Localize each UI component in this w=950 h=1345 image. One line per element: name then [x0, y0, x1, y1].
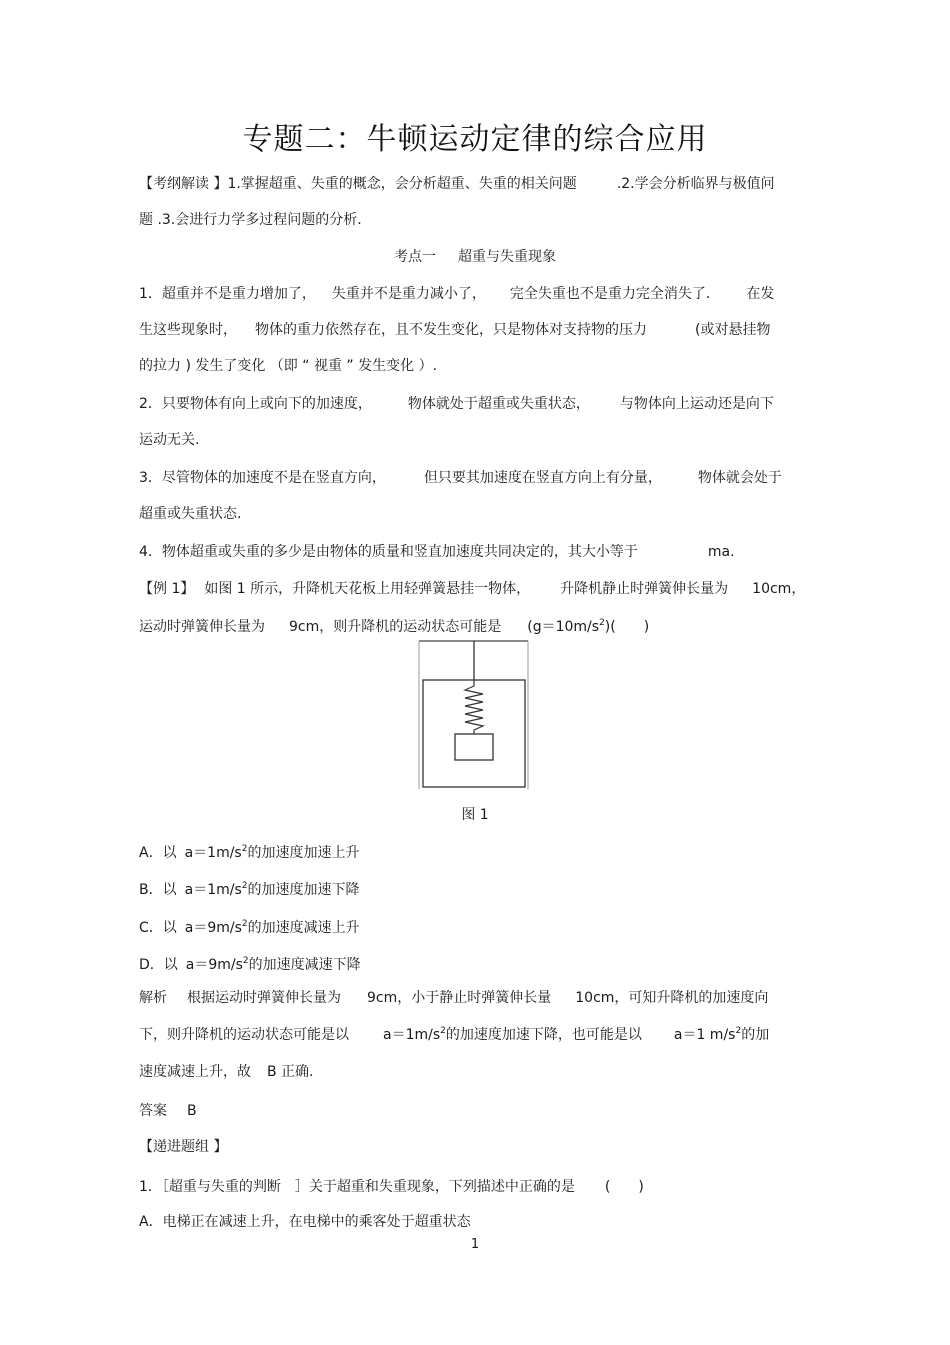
option-d-superscript: 2	[242, 956, 249, 966]
example-line-2	[139, 617, 649, 637]
syllabus-line-1	[139, 174, 775, 194]
example-text-c: 10cm，	[752, 581, 806, 597]
option-c-letter: C．以	[139, 920, 177, 936]
syllabus-label: 【考纲解读 】	[139, 176, 228, 192]
question-1-tag: 1．［超重与失重的判断	[139, 1179, 281, 1195]
point-3-text-c: 物体就会处于	[697, 470, 782, 486]
point-1-text-g: (或对悬挂物	[695, 322, 771, 338]
analysis-text-d: 下，则升降机的运动状态可能是以	[139, 1027, 349, 1043]
page-number: 1	[470, 1237, 480, 1252]
analysis-superscript-2: 2	[735, 1026, 742, 1036]
example-text-a: 如图 1 所示，升降机天花板上用轻弹簧悬挂一物体，	[204, 581, 531, 597]
option-a-superscript: 2	[241, 844, 248, 854]
spring	[465, 680, 483, 734]
syllabus-text-1b: .2.学会分析临界与极值问	[616, 176, 775, 192]
page-title: 专题二：牛顿运动定律的综合应用	[242, 122, 708, 157]
option-b-value: a＝1m/s	[184, 882, 242, 898]
question-1-blank: ( )	[604, 1179, 644, 1195]
analysis-superscript-1: 2	[440, 1026, 446, 1036]
analysis-text-g: a＝1 m/s	[673, 1027, 736, 1043]
syllabus-text-1a: 1.掌握超重、失重的概念，会分析超重、失重的相关问题	[227, 176, 577, 192]
example-text-g: )( )	[604, 619, 650, 635]
option-b	[139, 880, 359, 900]
option-d-value: a＝9m/s	[185, 957, 243, 973]
option-a-text: 的加速度加速上升	[247, 845, 360, 861]
point-3-text-a: 3．尽管物体的加速度不是在竖直方向，	[139, 470, 386, 486]
point-1-text-b: 失重并不是重力减小了，	[331, 286, 486, 302]
point-4-text-b: ma.	[707, 544, 735, 560]
answer-line	[139, 1101, 197, 1121]
analysis-text-j: B 正确.	[267, 1064, 314, 1080]
example-text-e: 9cm，则升降机的运动状态可能是	[289, 619, 502, 635]
example-text-f: (g＝10m/s	[527, 619, 600, 635]
example-superscript: 2	[599, 618, 605, 628]
section-heading	[0, 247, 950, 267]
option-c-superscript: 2	[241, 919, 248, 929]
point-2-text-c: 与物体向上运动还是向下	[619, 396, 774, 412]
group-heading: 【递进题组 】	[139, 1139, 228, 1155]
example-label: 【例 1】	[139, 581, 195, 597]
answer-value: B	[187, 1103, 197, 1119]
section-label: 考点一	[394, 249, 436, 265]
point-1-text-c: 完全失重也不是重力完全消失了.	[509, 286, 711, 302]
analysis-text-b: 9cm，小于静止时弹簧伸长量	[367, 990, 552, 1006]
point-2-line-1	[139, 394, 774, 414]
point-1-line-3: 的拉力 ) 发生了变化 （即 “ 视重 ” 发生变化 ）.	[139, 358, 438, 374]
point-3-line-1	[139, 468, 782, 488]
analysis-text-h: 的加	[741, 1027, 770, 1043]
option-a	[139, 843, 359, 863]
point-1-text-a: 1．超重并不是重力增加了，	[139, 286, 316, 302]
analysis-line-2	[139, 1025, 769, 1045]
point-2-line-2: 运动无关.	[139, 432, 200, 448]
option-d-letter: D．以	[139, 957, 178, 973]
hanging-block	[455, 734, 493, 760]
option-a-letter: A．以	[139, 845, 177, 861]
point-1-text-d: 在发	[746, 286, 775, 302]
option-a-value: a＝1m/s	[184, 845, 242, 861]
point-2-text-b: 物体就处于超重或失重状态，	[407, 396, 590, 412]
syllabus-line-2: 题 .3.会进行力学多过程问题的分析.	[139, 212, 362, 228]
point-4-text-a: 4．物体超重或失重的多少是由物体的质量和竖直加速度共同决定的，其大小等于	[139, 544, 638, 560]
analysis-line-3	[139, 1062, 314, 1082]
option-d-text: 的加速度减速下降	[248, 957, 361, 973]
point-1-text-e: 生这些现象时，	[139, 322, 237, 338]
option-c	[139, 918, 360, 938]
analysis-text-a: 根据运动时弹簧伸长量为	[187, 990, 341, 1006]
answer-label: 答案	[139, 1103, 167, 1119]
figure-caption: 图 1	[461, 807, 489, 823]
option-c-text: 的加速度减速上升	[247, 920, 360, 936]
analysis-text-c: 10cm，可知升降机的加速度向	[575, 990, 769, 1006]
option-b-text: 的加速度加速下降	[247, 882, 360, 898]
example-text-d: 运动时弹簧伸长量为	[139, 619, 265, 635]
point-4-line	[139, 542, 735, 562]
point-3-line-2: 超重或失重状态.	[139, 506, 242, 522]
example-line-1	[139, 579, 805, 599]
point-3-text-b: 但只要其加速度在竖直方向上有分量，	[423, 470, 662, 486]
point-1-text-f: 物体的重力依然存在，且不发生变化，只是物体对支持物的压力	[255, 322, 647, 338]
elevator-spring-figure	[418, 636, 530, 791]
analysis-line-1	[139, 988, 768, 1008]
analysis-text-i: 速度减速上升，故	[139, 1064, 251, 1080]
point-2-text-a: 2．只要物体有向上或向下的加速度，	[139, 396, 372, 412]
section-title: 超重与失重现象	[458, 249, 556, 265]
option-b-letter: B．以	[139, 882, 177, 898]
point-1-line-1	[139, 284, 774, 304]
question-1-line	[139, 1177, 644, 1197]
option-d	[139, 955, 361, 975]
question-1-text: ］关于超重和失重现象，下列描述中正确的是	[294, 1179, 575, 1195]
analysis-text-e: a＝1m/s	[383, 1027, 441, 1043]
option-b-superscript: 2	[241, 881, 248, 891]
analysis-label: 解析	[139, 990, 167, 1006]
example-text-b: 升降机静止时弹簧伸长量为	[560, 581, 729, 597]
point-1-line-2	[139, 320, 770, 340]
question-1-option-a: A．电梯正在减速上升，在电梯中的乘客处于超重状态	[139, 1214, 471, 1230]
analysis-text-f: 的加速度加速下降，也可能是以	[445, 1027, 642, 1043]
option-c-value: a＝9m/s	[184, 920, 242, 936]
